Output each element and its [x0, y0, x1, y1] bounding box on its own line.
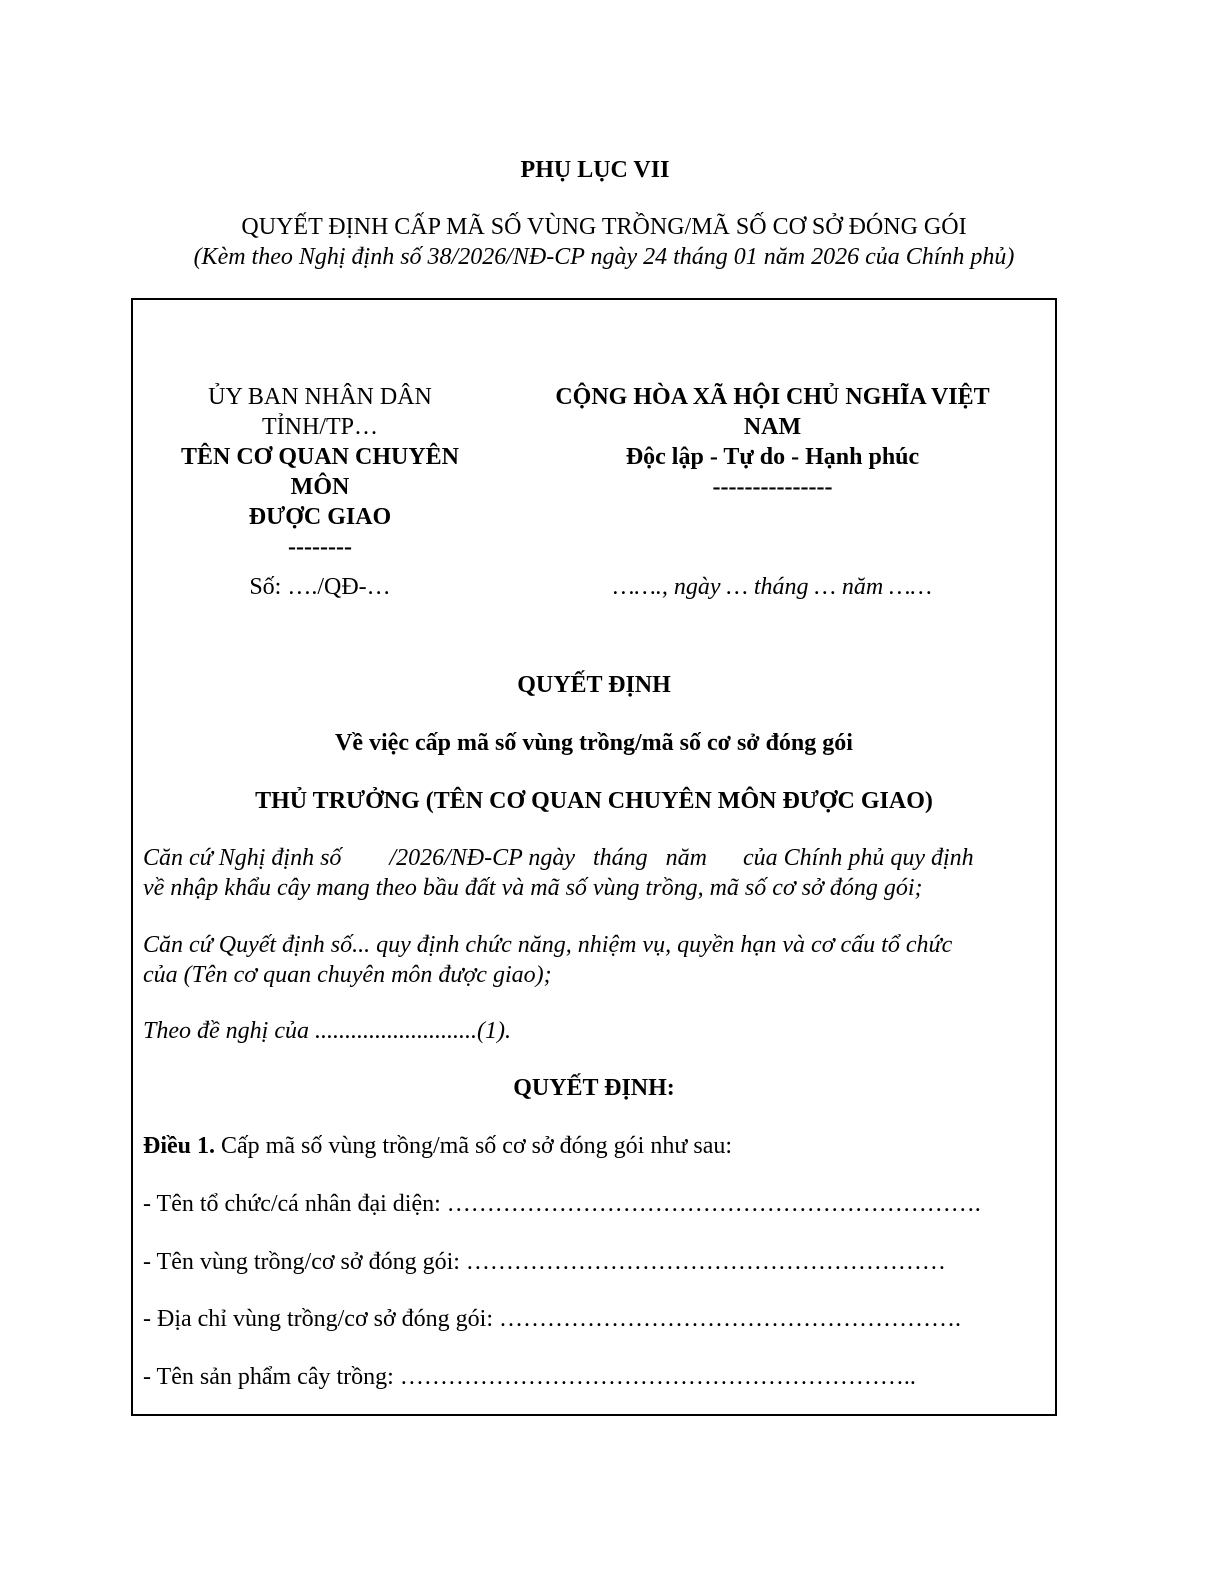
document-heading: QUYẾT ĐỊNH CẤP MÃ SỐ VÙNG TRỒNG/MÃ SỐ CƠ SỞ ĐÓNG GÓI: [241, 214, 967, 240]
basis-paragraph-1-line-2: về nhập khẩu cây mang theo bầu đất và mã số vùng trồng, mã số cơ sở đóng gói;: [143, 875, 923, 901]
agency-line-5: ĐƯỢC GIAO: [248, 504, 392, 530]
basis-paragraph-1-line-1: Căn cứ Nghị định số /2026/NĐ-CP ngày tháng năm của Chính phủ quy định: [143, 845, 974, 871]
field-product: - Tên sản phẩm cây trồng: ………………………………………………………..: [143, 1364, 916, 1390]
attached-decree-note: (Kèm theo Nghị định số 38/2026/NĐ-CP ngày 24 tháng 01 năm 2026 của Chính phủ): [193, 244, 1015, 270]
basis-paragraph-2-line-1: Căn cứ Quyết định số... quy định chức năng, nhiệm vụ, quyền hạn và cơ cấu tổ chức: [143, 932, 953, 958]
national-title-line-1: CỘNG HÒA XÃ HỘI CHỦ NGHĨA VIỆT: [555, 384, 990, 410]
decision-authority: THỦ TRƯỞNG (TÊN CƠ QUAN CHUYÊN MÔN ĐƯỢC GIAO): [255, 788, 933, 814]
national-motto: Độc lập - Tự do - Hạnh phúc: [625, 444, 920, 470]
agency-line-3: TÊN CƠ QUAN CHUYÊN: [180, 444, 459, 470]
article-1: [143, 1131, 1043, 1161]
agency-line-4: MÔN: [290, 474, 350, 500]
field-address: - Địa chỉ vùng trồng/cơ sở đóng gói: ………………………………………………….: [143, 1306, 962, 1332]
agency-divider: --------: [288, 534, 352, 560]
national-divider: ---------------: [712, 474, 833, 500]
national-title-line-2: NAM: [743, 414, 802, 440]
agency-line-1: ỦY BAN NHÂN DÂN: [208, 384, 432, 410]
decides-heading: QUYẾT ĐỊNH:: [513, 1075, 675, 1101]
decision-subject: Về việc cấp mã số vùng trồng/mã số cơ sở đóng gói: [335, 730, 853, 756]
article-1-label: Điều 1.: [143, 1133, 215, 1159]
agency-line-2: TỈNH/TP…: [262, 414, 378, 440]
national-title-block: [510, 382, 1035, 502]
field-representative: - Tên tổ chức/cá nhân đại diện: ………………………………………………………….: [143, 1191, 981, 1217]
document-number: Số: …./QĐ-…: [249, 574, 391, 600]
field-area-name: - Tên vùng trồng/cơ sở đóng gói: ……………………………………………………: [143, 1249, 946, 1275]
issuing-agency-block: [160, 382, 480, 562]
document-date: ……., ngày … tháng … năm ……: [613, 574, 932, 600]
article-1-text: Cấp mã số vùng trồng/mã số cơ sở đóng gói như sau:: [215, 1133, 733, 1159]
proposal-line: Theo đề nghị của ...........................(1).: [143, 1018, 511, 1044]
appendix-title: PHỤ LỤC VII: [520, 157, 670, 183]
decision-title: QUYẾT ĐỊNH: [517, 672, 671, 698]
basis-paragraph-2-line-2: của (Tên cơ quan chuyên môn được giao);: [143, 962, 552, 988]
